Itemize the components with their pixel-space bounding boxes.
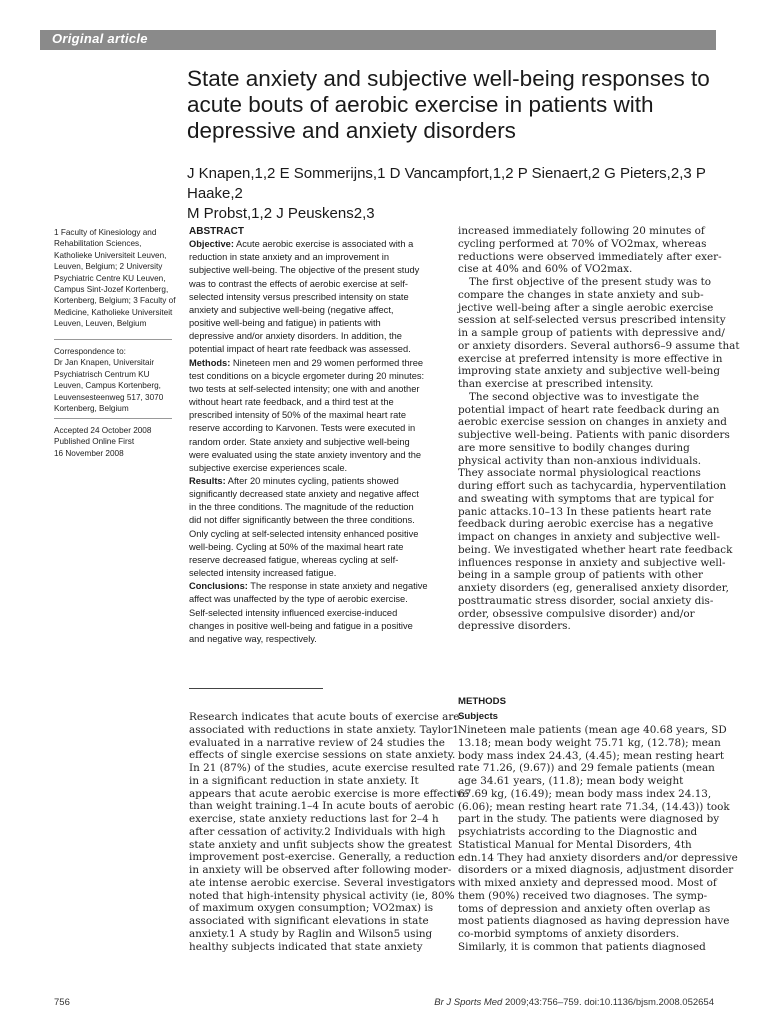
affiliation-line: Psychiatric Centre KU Leuven,: [54, 273, 166, 283]
abstract-line: changes in positive well-being and fatigue in a positive: [189, 620, 413, 631]
body-line: order, obsessive compulsive disorder) and/or: [458, 607, 695, 620]
journal-name: Br J Sports Med: [434, 997, 503, 1008]
body-line: healthy subjects indicated that state anxiety: [189, 940, 423, 953]
body-line: compare the changes in state anxiety and sub-: [458, 288, 704, 301]
date-line: Published Online First: [54, 437, 135, 447]
subjects-heading: Subjects: [458, 711, 498, 722]
abstract-line: reserve decreased fatigue, whereas cycling at self-: [189, 554, 399, 565]
body-line: reductions were observed immediately after exer-: [458, 250, 722, 263]
body-line: jective well-being after a single aerobic exercise: [458, 301, 714, 314]
body-line: panic attacks.10–13 In these patients heart rate: [458, 505, 712, 518]
abstract-line: without heart rate feedback, and a third test at the: [189, 397, 394, 408]
body-line: subjective well-being. Patients with panic disorders: [458, 429, 730, 441]
right-column-top: [458, 225, 740, 633]
abstract-text: Nineteen men and 29 women performed three: [230, 357, 424, 368]
body-line: being. We investigated whether heart rate feedback: [458, 543, 733, 556]
body-line: (6.06); mean resting heart rate 71.34, (14.43)) took: [458, 800, 730, 813]
methods-heading: METHODS: [458, 696, 506, 707]
body-line: are more sensitive to bodily changes during: [458, 441, 690, 454]
abstract-line: two tests at self-selected intensity; one with and another: [189, 383, 420, 394]
abstract-heading: ABSTRACT: [189, 226, 244, 237]
body-line: rate 71.26, (9.67)) and 29 female patients (mean: [458, 762, 715, 775]
section-band: [40, 30, 716, 50]
body-line: depressive disorders.: [458, 620, 571, 633]
correspondence-line: Psychiatrisch Centrum KU: [54, 369, 150, 379]
correspondence-line: Dr Jan Knapen, Universitair: [54, 358, 155, 368]
body-line: than weight training.1–4 In acute bouts of aerobic: [189, 800, 454, 813]
results-label: Results:: [189, 475, 226, 486]
body-line: posttraumatic stress disorder, social anxiety dis-: [458, 594, 714, 607]
abstract: [189, 225, 445, 646]
body-line: body mass index 24.43, (4.45); mean resting heart: [458, 749, 725, 762]
body-line: cise at 40% and 60% of VO2max.: [458, 263, 633, 276]
body-line: state anxiety and unfit subjects show the greatest: [189, 838, 452, 851]
body-line: in anxiety will be observed after following moder-: [189, 864, 452, 876]
body-line: 67.69 kg, (16.49); mean body mass index 24.13,: [458, 787, 712, 800]
abstract-line: test conditions on a bicycle ergometer during 20 minutes:: [189, 370, 425, 381]
body-line: aerobic exercise session on changes in anxiety and: [458, 416, 727, 429]
body-line: The second objective was to investigate the: [469, 390, 700, 403]
affiliation-line: Medicine, Katholieke Universiteit: [54, 307, 173, 317]
body-line: anxiety disorders (eg, generalised anxiety disorder,: [458, 582, 729, 594]
body-line: exercise, state anxiety reductions last for 2–4 h: [189, 813, 439, 825]
body-line: psychiatrists according to the Diagnostic and: [458, 826, 698, 838]
abstract-line: subjective exercise experiences scale.: [189, 462, 348, 473]
body-line: They associate normal physiological reactions: [458, 467, 701, 480]
body-line: than exercise at prescribed intensity.: [458, 378, 654, 390]
body-line: being in a sample group of patients with other: [458, 569, 703, 582]
body-line: age 34.61 years, (11.8); mean body weight: [458, 775, 684, 787]
body-line: evaluated in a narrative review of 24 studies the: [189, 736, 445, 749]
body-line: part in the study. The patients were diagnosed by: [458, 813, 720, 826]
body-line: session at self-selected versus prescribed intensity: [458, 314, 726, 327]
correspondence-line: Leuven, Campus Kortenberg,: [54, 381, 161, 391]
abstract-line: affect was unaffected by the type of aerobic exercise.: [189, 594, 408, 605]
abstract-line: were evaluated using the state anxiety inventory and the: [189, 449, 422, 460]
author-line: M Probst,1,2 J Peuskens2,3: [187, 205, 375, 222]
abstract-line: reduction in state anxiety and an improvement in: [189, 252, 389, 263]
page-number: 756: [54, 997, 70, 1008]
abstract-divider: [189, 688, 323, 689]
correspondence-line: Leuvensesteenweg 517, 3070: [54, 392, 164, 402]
subjects-text: [458, 724, 738, 954]
body-line: anxiety.1 A study by Raglin and Wilson5 using: [189, 927, 433, 940]
date-line: Accepted 24 October 2008: [54, 426, 152, 435]
abstract-line: selected intensity increased fatigue.: [189, 568, 337, 579]
methods-label: Methods:: [189, 357, 231, 368]
abstract-text: Acute aerobic exercise is associated with a: [233, 239, 414, 250]
abstract-line: [189, 475, 445, 488]
body-line: influences response in anxiety and subjective well-: [458, 556, 726, 569]
body-line: impact on changes in anxiety and subjective well-: [458, 531, 721, 543]
title-line: depressive and anxiety disorders: [187, 118, 516, 143]
abstract-line: [189, 357, 445, 370]
body-line: effects of single exercise sessions on state anxiety.: [189, 749, 456, 762]
body-line: during effort such as tachycardia, hyperventilation: [458, 480, 727, 492]
abstract-line: and negative way, respectively.: [189, 633, 317, 644]
correspondence: [54, 339, 172, 414]
abstract-line: anxiety and subjective well-being (negative affect,: [189, 304, 394, 315]
abstract-line: [189, 238, 445, 251]
body-line: disorders or a mixed diagnosis, adjustment disorder: [458, 864, 734, 877]
correspondence-line: Kortenberg, Belgium: [54, 404, 129, 414]
body-line: The first objective of the present study was to: [469, 276, 712, 288]
body-line: most patients diagnosed as having depression have: [458, 915, 730, 928]
abstract-line: positive well-being and fatigue) in patients with: [189, 318, 381, 329]
abstract-line: significantly decreased state anxiety and negative affect: [189, 489, 419, 500]
body-line: ate intense aerobic exercise. Several investigators: [189, 876, 456, 889]
abstract-text: The response in state anxiety and negative: [247, 581, 428, 592]
abstract-line: Self-selected intensity influenced exercise-induced: [189, 607, 398, 618]
body-line: physical activity than non-anxious individuals.: [458, 454, 702, 467]
introduction: [189, 711, 469, 953]
body-line: toms of depression and anxiety often overlap as: [458, 902, 711, 915]
abstract-line: Only cycling at self-selected intensity enhanced positive: [189, 528, 419, 539]
article-title: [187, 66, 727, 144]
abstract-line: potential impact of heart rate feedback was assessed.: [189, 344, 411, 355]
abstract-line: subjective well-being. The objective of the present study: [189, 265, 420, 276]
affiliation-line: Leuven, Belgium; 2 University: [54, 262, 163, 272]
body-line: In 21 (87%) of the studies, acute exercise resulted: [189, 762, 455, 774]
journal-citation: [434, 997, 714, 1008]
body-line: noted that high-intensity physical activity (ie, 80%: [189, 889, 455, 902]
body-line: edn.14 They had anxiety disorders and/or depressive: [458, 851, 738, 864]
body-line: improving state anxiety and subjective well-being: [458, 365, 720, 378]
date-line: 16 November 2008: [54, 448, 124, 458]
body-line: associated with significant elevations in state: [189, 915, 429, 927]
title-line: acute bouts of aerobic exercise in patients with: [187, 92, 654, 117]
body-line: 13.18; mean body weight 75.71 kg, (12.78); mean: [458, 736, 721, 749]
body-line: them (90%) received two diagnoses. The symp-: [458, 889, 708, 902]
body-line: exercise at preferred intensity is more effective in: [458, 352, 723, 365]
abstract-line: reserve according to Karvonen. Tests were executed in: [189, 423, 416, 434]
section-label: Original article: [52, 31, 148, 46]
body-line: appears that acute aerobic exercise is more effective: [189, 787, 469, 800]
abstract-line: was to contrast the effects of aerobic exercise at self-: [189, 278, 408, 289]
affiliation-line: 1 Faculty of Kinesiology and: [54, 228, 157, 237]
title-line: State anxiety and subjective well-being responses to: [187, 66, 710, 91]
abstract-line: in the three conditions. The magnitude of the reduction: [189, 502, 414, 513]
abstract-text: After 20 minutes cycling, patients showed: [225, 475, 399, 486]
citation-details: 2009;43:756–759. doi:10.1136/bjsm.2008.052654: [504, 997, 714, 1008]
body-line: and sweating with symptoms that are typical for: [458, 492, 714, 505]
body-line: potential impact of heart rate feedback during an: [458, 403, 720, 416]
abstract-line: prescribed intensity of 50% of the maximal heart rate: [189, 410, 407, 421]
body-line: of maximum oxygen consumption; VO2max) is: [189, 902, 434, 915]
body-line: co-morbid symptoms of anxiety disorders.: [458, 928, 680, 940]
body-line: improvement post-exercise. Generally, a reduction: [189, 851, 455, 864]
body-line: Similarly, it is common that patients diagnosed: [458, 940, 706, 953]
abstract-line: [189, 580, 445, 593]
body-line: increased immediately following 20 minutes of: [458, 225, 705, 237]
abstract-line: random order. State anxiety and subjective well-being: [189, 436, 410, 447]
affiliation-line: Leuven, Leuven, Belgium: [54, 319, 147, 329]
body-line: after cessation of activity.2 Individuals with high: [189, 825, 446, 838]
author-line: J Knapen,1,2 E Sommerijns,1 D Vancampfort,1,2 P Sienaert,2 G Pieters,2,3 P Haake,2: [187, 165, 706, 202]
body-line: with mixed anxiety and depressed mood. Most of: [458, 877, 717, 889]
affiliation-line: Kortenberg, Belgium; 3 Faculty of: [54, 296, 176, 306]
abstract-line: selected intensity versus prescribed intensity on state: [189, 291, 409, 302]
author-list: [187, 164, 727, 224]
body-line: in a sample group of patients with depressive and/: [458, 327, 725, 339]
body-line: Statistical Manual for Mental Disorders, 4th: [458, 838, 692, 851]
conclusions-label: Conclusions:: [189, 581, 248, 592]
body-line: cycling performed at 70% of VO2max, whereas: [458, 237, 707, 250]
affiliation-line: Katholieke Universiteit Leuven,: [54, 250, 167, 260]
abstract-line: well-being. Cycling at 50% of the maximal heart rate: [189, 541, 404, 552]
body-line: in a significant reduction in state anxiety. It: [189, 774, 419, 787]
body-line: or anxiety disorders. Several authors6–9 assume that: [458, 339, 740, 352]
body-line: associated with reductions in state anxiety. Taylor1: [189, 723, 459, 736]
abstract-line: did not differ significantly between the three conditions.: [189, 515, 415, 526]
abstract-line: depressive and/or anxiety disorders. In addition, the: [189, 331, 402, 342]
article-dates: [54, 418, 172, 459]
affiliations: [54, 227, 176, 330]
correspondence-line: Correspondence to:: [54, 347, 126, 356]
body-line: Nineteen male patients (mean age 40.68 years, SD: [458, 724, 727, 736]
affiliation-line: Rehabilitation Sciences,: [54, 239, 142, 249]
body-line: feedback during aerobic exercise has a negative: [458, 518, 714, 531]
objective-label: Objective:: [189, 239, 234, 250]
body-line: Research indicates that acute bouts of exercise are: [189, 711, 460, 723]
affiliation-line: Campus Sint-Jozef Kortenberg,: [54, 285, 169, 295]
